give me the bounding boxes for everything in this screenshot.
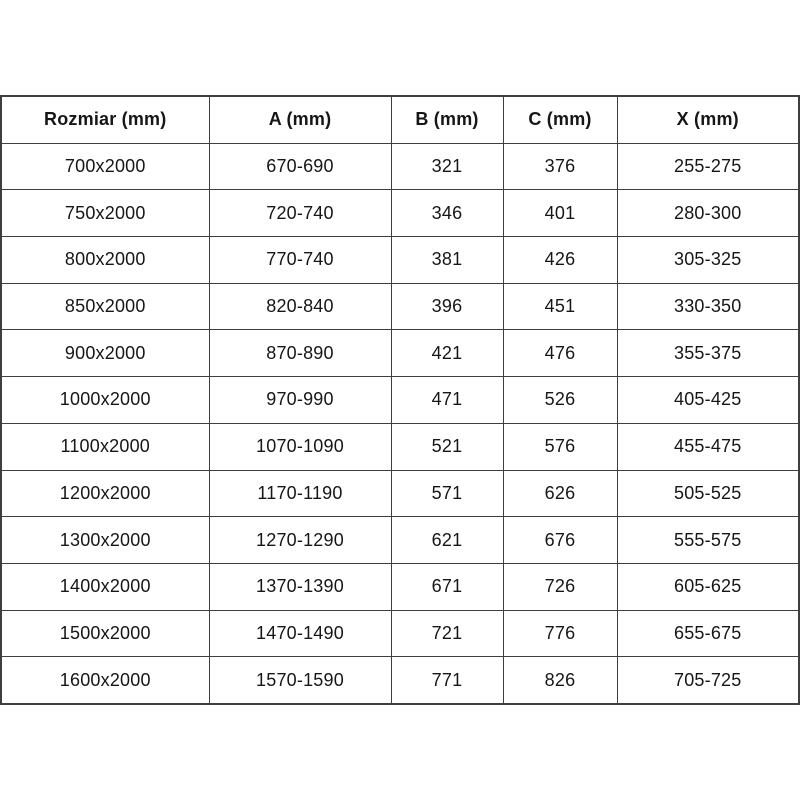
table-cell: 471: [391, 377, 503, 424]
table-cell: 671: [391, 563, 503, 610]
table-cell: 505-525: [617, 470, 799, 517]
table-cell: 321: [391, 143, 503, 190]
table-cell: 721: [391, 610, 503, 657]
column-header: C (mm): [503, 96, 617, 143]
table-row: [1, 470, 799, 517]
column-header: Rozmiar (mm): [1, 96, 209, 143]
table-cell: 1200x2000: [1, 470, 209, 517]
table-row: [1, 657, 799, 704]
table-cell: 280-300: [617, 190, 799, 237]
table-row: [1, 563, 799, 610]
table-header: [1, 96, 799, 143]
table-cell: 401: [503, 190, 617, 237]
table-row: [1, 143, 799, 190]
table-row: [1, 330, 799, 377]
table-cell: 1270-1290: [209, 517, 391, 564]
table-cell: 405-425: [617, 377, 799, 424]
column-header: B (mm): [391, 96, 503, 143]
table-cell: 826: [503, 657, 617, 704]
table-row: [1, 517, 799, 564]
table-cell: 771: [391, 657, 503, 704]
table-row: [1, 377, 799, 424]
table-cell: 526: [503, 377, 617, 424]
table-cell: 455-475: [617, 423, 799, 470]
table-cell: 571: [391, 470, 503, 517]
table-row: [1, 283, 799, 330]
table-cell: 521: [391, 423, 503, 470]
table-row: [1, 423, 799, 470]
table-cell: 800x2000: [1, 237, 209, 284]
table-cell: 451: [503, 283, 617, 330]
table-cell: 820-840: [209, 283, 391, 330]
table-cell: 1070-1090: [209, 423, 391, 470]
table-cell: 626: [503, 470, 617, 517]
table-cell: 770-740: [209, 237, 391, 284]
table-cell: 1570-1590: [209, 657, 391, 704]
table-cell: 381: [391, 237, 503, 284]
table-cell: 396: [391, 283, 503, 330]
table-cell: 676: [503, 517, 617, 564]
table-cell: 605-625: [617, 563, 799, 610]
table-cell: 776: [503, 610, 617, 657]
table-cell: 850x2000: [1, 283, 209, 330]
table-cell: 255-275: [617, 143, 799, 190]
table-cell: 330-350: [617, 283, 799, 330]
column-header: A (mm): [209, 96, 391, 143]
header-row: [1, 96, 799, 143]
table-cell: 555-575: [617, 517, 799, 564]
table-cell: 346: [391, 190, 503, 237]
table-cell: 1500x2000: [1, 610, 209, 657]
table-row: [1, 190, 799, 237]
size-table: [0, 95, 800, 705]
table-cell: 720-740: [209, 190, 391, 237]
table-cell: 1370-1390: [209, 563, 391, 610]
table-cell: 305-325: [617, 237, 799, 284]
table-cell: 476: [503, 330, 617, 377]
table-cell: 1600x2000: [1, 657, 209, 704]
table-cell: 1000x2000: [1, 377, 209, 424]
table-cell: 355-375: [617, 330, 799, 377]
table-cell: 621: [391, 517, 503, 564]
table-row: [1, 237, 799, 284]
table-cell: 900x2000: [1, 330, 209, 377]
table-cell: 670-690: [209, 143, 391, 190]
table-cell: 1470-1490: [209, 610, 391, 657]
table-cell: 426: [503, 237, 617, 284]
table-cell: 870-890: [209, 330, 391, 377]
column-header: X (mm): [617, 96, 799, 143]
table-cell: 576: [503, 423, 617, 470]
table-cell: 1100x2000: [1, 423, 209, 470]
table-row: [1, 610, 799, 657]
table-body: [1, 143, 799, 704]
table-cell: 700x2000: [1, 143, 209, 190]
table-cell: 970-990: [209, 377, 391, 424]
table-cell: 1400x2000: [1, 563, 209, 610]
table-cell: 655-675: [617, 610, 799, 657]
table-cell: 726: [503, 563, 617, 610]
table-cell: 705-725: [617, 657, 799, 704]
table-cell: 1300x2000: [1, 517, 209, 564]
table-cell: 376: [503, 143, 617, 190]
table-cell: 750x2000: [1, 190, 209, 237]
table-cell: 1170-1190: [209, 470, 391, 517]
table-cell: 421: [391, 330, 503, 377]
